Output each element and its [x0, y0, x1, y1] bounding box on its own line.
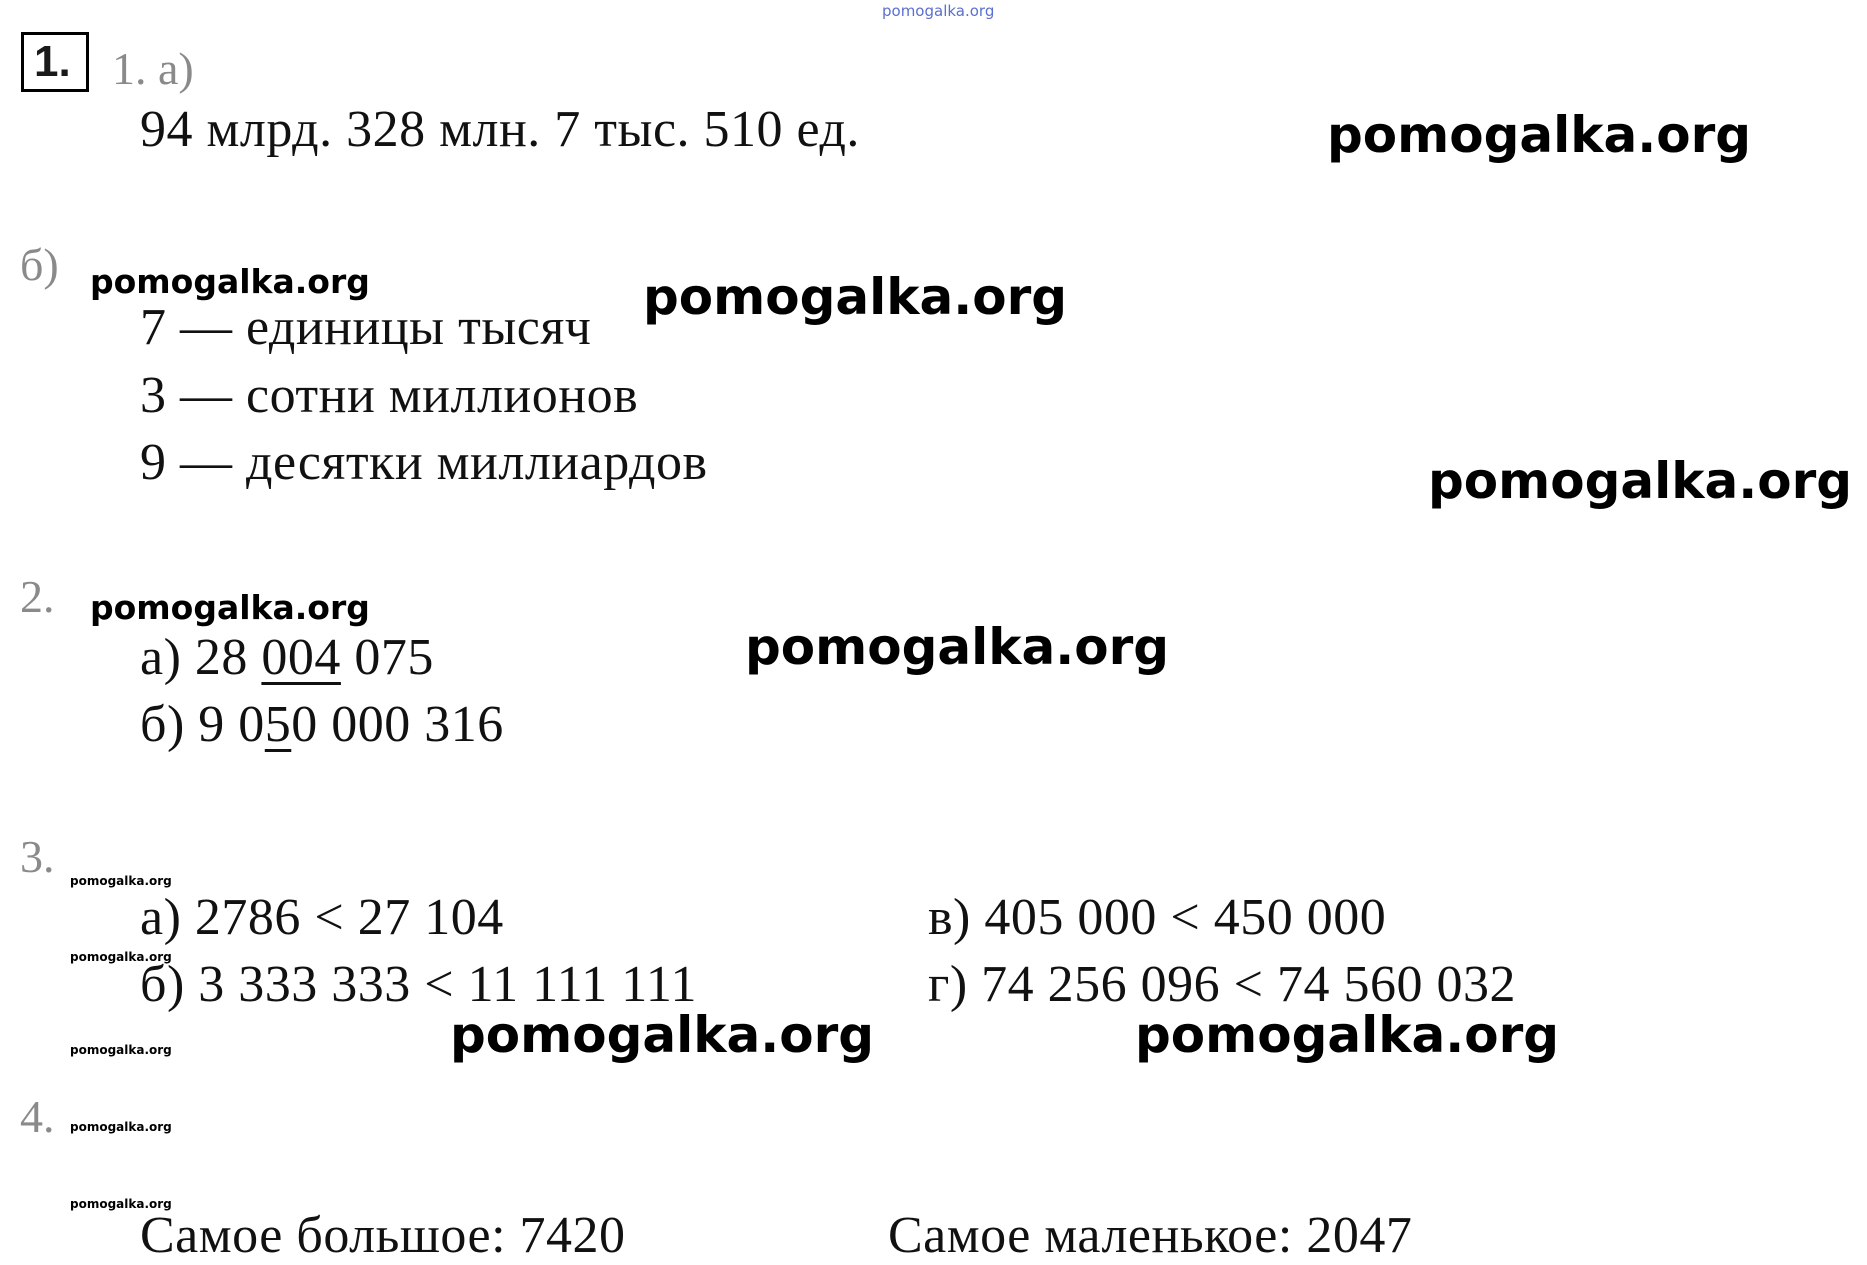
q2-a-underlined: 004: [261, 629, 341, 686]
q3-answer-v: в) 405 000 < 450 000: [928, 889, 1387, 946]
q3-answer-g: г) 74 256 096 < 74 560 032: [928, 956, 1516, 1013]
header-watermark: pomogalka.org: [882, 2, 995, 20]
small-watermark: pomogalka.org: [70, 1120, 172, 1134]
watermark: pomogalka.org: [90, 588, 370, 627]
q2-answer-a: [140, 628, 434, 687]
watermark: pomogalka.org: [745, 618, 1170, 676]
q2-a-suffix: 075: [340, 629, 434, 686]
q2-b-prefix: б) 9 0: [140, 696, 265, 753]
small-watermark: pomogalka.org: [70, 1197, 172, 1211]
q3-answer-b: б) 3 333 333 < 11 111 111: [140, 956, 697, 1013]
q1-label-a: 1. а): [112, 43, 194, 94]
q1-line-b3: 9 — десятки миллиардов: [140, 434, 708, 491]
watermark: pomogalka.org: [1135, 1006, 1560, 1064]
q1-line-a: 94 млрд. 328 млн. 7 тыс. 510 ед.: [140, 101, 860, 158]
q2-a-prefix: а) 28: [140, 629, 262, 686]
small-watermark: pomogalka.org: [70, 950, 172, 964]
q4-label: 4.: [20, 1091, 55, 1142]
watermark: pomogalka.org: [1327, 106, 1752, 164]
q4-largest: Самое большое: 7420: [140, 1207, 626, 1264]
q2-b-suffix: 0 000 316: [291, 696, 504, 753]
q2-answer-b: [140, 695, 504, 754]
q2-label: 2.: [20, 571, 55, 622]
watermark: pomogalka.org: [1428, 452, 1853, 510]
q1-label-b: б): [20, 239, 59, 290]
q4-smallest: Самое маленькое: 2047: [888, 1207, 1413, 1264]
q3-answer-a: а) 2786 < 27 104: [140, 889, 504, 946]
small-watermark: pomogalka.org: [70, 1043, 172, 1057]
q1-line-b1: 7 — единицы тысяч: [140, 299, 592, 356]
small-watermark: pomogalka.org: [70, 874, 172, 888]
q1-line-b2: 3 — сотни миллионов: [140, 367, 639, 424]
watermark: pomogalka.org: [643, 268, 1068, 326]
q3-label: 3.: [20, 831, 55, 882]
q2-b-underlined: 5: [264, 696, 292, 753]
watermark: pomogalka.org: [450, 1006, 875, 1064]
task-number-box: 1.: [21, 32, 89, 92]
watermark: pomogalka.org: [90, 262, 370, 301]
